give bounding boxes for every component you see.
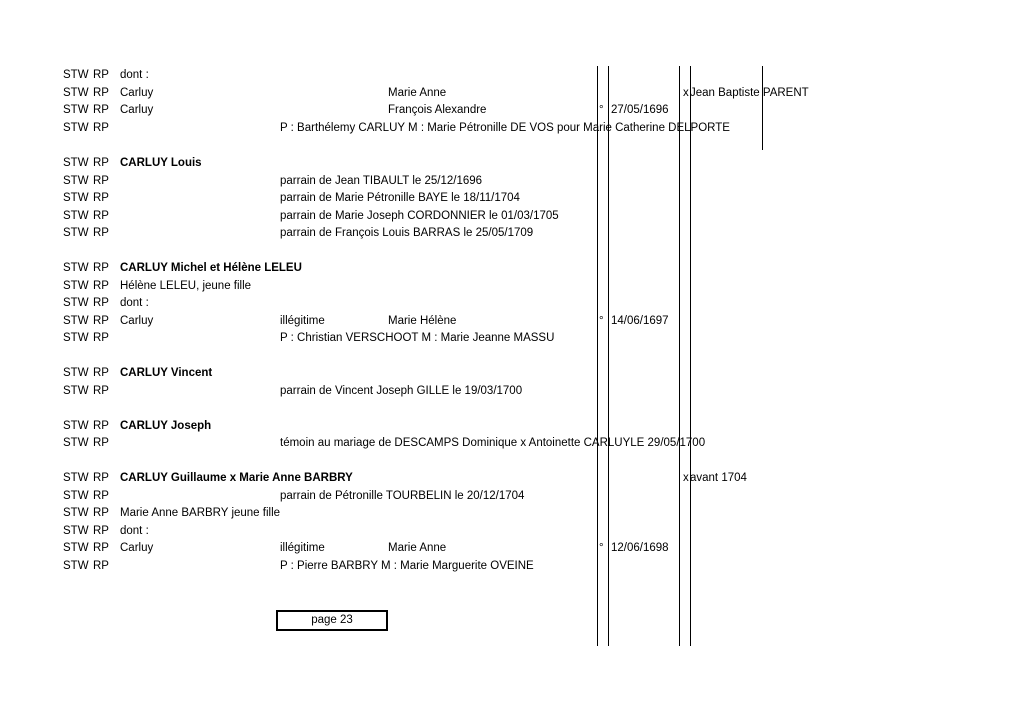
- cell-src: STW: [63, 507, 89, 519]
- cell-src: STW: [63, 175, 89, 187]
- cell-src: STW: [63, 192, 89, 204]
- cell-name: CARLUY Michel et Hélène LELEU: [120, 262, 302, 274]
- cell-mid: P : Christian VERSCHOOT M : Marie Jeanne MASSU: [280, 332, 555, 344]
- register-row: [0, 225, 1024, 241]
- cell-mid: illégitime: [280, 315, 325, 327]
- cell-mid: P : Barthélemy CARLUY M : Marie Pétronille DE VOS pour Marie Catherine DELPORTE: [280, 122, 730, 134]
- cell-rp: RP: [93, 175, 109, 187]
- cell-src: STW: [63, 210, 89, 222]
- cell-rp: RP: [93, 367, 109, 379]
- cell-src: STW: [63, 122, 89, 134]
- cell-mid: parrain de François Louis BARRAS le 25/05/1709: [280, 227, 534, 239]
- cell-src: STW: [63, 157, 89, 169]
- register-row: [0, 120, 1024, 136]
- cell-xval: avant 1704: [690, 472, 747, 484]
- cell-name: dont :: [120, 297, 149, 309]
- register-row: [0, 295, 1024, 311]
- register-row: [0, 67, 1024, 83]
- cell-rp: RP: [93, 87, 109, 99]
- cell-src: STW: [63, 385, 89, 397]
- register-row: [0, 540, 1024, 556]
- register-row: [0, 523, 1024, 539]
- cell-rp: RP: [93, 385, 109, 397]
- cell-rp: RP: [93, 332, 109, 344]
- register-row: [0, 470, 1024, 486]
- cell-src: STW: [63, 332, 89, 344]
- cell-first: Marie Anne: [388, 87, 447, 99]
- register-row: [0, 260, 1024, 276]
- cell-date: 27/05/1696: [611, 104, 669, 116]
- cell-src: STW: [63, 315, 89, 327]
- cell-src: STW: [63, 87, 89, 99]
- cell-rp: RP: [93, 507, 109, 519]
- cell-rp: RP: [93, 297, 109, 309]
- register-row: [0, 85, 1024, 101]
- cell-src: STW: [63, 297, 89, 309]
- page-number-box: [276, 610, 388, 631]
- cell-name: CARLUY Joseph: [120, 420, 212, 432]
- cell-src: STW: [63, 525, 89, 537]
- page-number: page 23: [311, 614, 353, 626]
- cell-rp: RP: [93, 122, 109, 134]
- cell-rp: RP: [93, 560, 109, 572]
- cell-xval: Jean Baptiste PARENT: [690, 87, 809, 99]
- cell-name: Marie Anne BARBRY jeune fille: [120, 507, 281, 519]
- cell-src: STW: [63, 437, 89, 449]
- cell-src: STW: [63, 227, 89, 239]
- cell-date: 14/06/1697: [611, 315, 669, 327]
- cell-rp: RP: [93, 420, 109, 432]
- cell-src: STW: [63, 262, 89, 274]
- register-row: [0, 313, 1024, 329]
- cell-mid: parrain de Marie Pétronille BAYE le 18/11/1704: [280, 192, 520, 204]
- cell-mid: P : Pierre BARBRY M : Marie Marguerite OVEINE: [280, 560, 534, 572]
- cell-name: Hélène LELEU, jeune fille: [120, 280, 252, 292]
- cell-rp: RP: [93, 525, 109, 537]
- cell-name: dont :: [120, 69, 149, 81]
- cell-mid: parrain de Jean TIBAULT le 25/12/1696: [280, 175, 483, 187]
- cell-first: François Alexandre: [388, 104, 487, 116]
- cell-first: Marie Anne: [388, 542, 447, 554]
- cell-src: STW: [63, 560, 89, 572]
- cell-rp: RP: [93, 192, 109, 204]
- cell-src: STW: [63, 472, 89, 484]
- register-row: [0, 488, 1024, 504]
- cell-name: CARLUY Guillaume x Marie Anne BARBRY: [120, 472, 353, 484]
- cell-x: x: [683, 472, 689, 484]
- cell-src: STW: [63, 280, 89, 292]
- cell-name: CARLUY Vincent: [120, 367, 213, 379]
- register-row: [0, 278, 1024, 294]
- cell-name: dont :: [120, 525, 149, 537]
- register-row: [0, 190, 1024, 206]
- cell-src: STW: [63, 367, 89, 379]
- cell-rp: RP: [93, 542, 109, 554]
- cell-name: Carluy: [120, 542, 154, 554]
- cell-rp: RP: [93, 69, 109, 81]
- cell-rp: RP: [93, 157, 109, 169]
- cell-rp: RP: [93, 437, 109, 449]
- cell-rp: RP: [93, 315, 109, 327]
- cell-rp: RP: [93, 472, 109, 484]
- cell-name: Carluy: [120, 87, 154, 99]
- cell-deg: °: [599, 104, 604, 116]
- cell-deg: °: [599, 542, 604, 554]
- cell-rp: RP: [93, 490, 109, 502]
- cell-mid: illégitime: [280, 542, 325, 554]
- cell-name: Carluy: [120, 315, 154, 327]
- register-row: [0, 435, 1024, 451]
- cell-src: STW: [63, 69, 89, 81]
- cell-mid: parrain de Vincent Joseph GILLE le 19/03/1700: [280, 385, 523, 397]
- register-row: [0, 383, 1024, 399]
- cell-mid: témoin au mariage de DESCAMPS Dominique x Antoinette CARLUYLE 29/05/1700: [280, 437, 706, 449]
- cell-deg: °: [599, 315, 604, 327]
- register-row: [0, 208, 1024, 224]
- register-row: [0, 558, 1024, 574]
- register-row: [0, 102, 1024, 118]
- register-row: [0, 505, 1024, 521]
- cell-name: Carluy: [120, 104, 154, 116]
- cell-mid: parrain de Marie Joseph CORDONNIER le 01/03/1705: [280, 210, 559, 222]
- cell-src: STW: [63, 420, 89, 432]
- cell-rp: RP: [93, 262, 109, 274]
- cell-rp: RP: [93, 280, 109, 292]
- cell-rp: RP: [93, 104, 109, 116]
- cell-src: STW: [63, 490, 89, 502]
- cell-src: STW: [63, 542, 89, 554]
- register-row: [0, 330, 1024, 346]
- cell-src: STW: [63, 104, 89, 116]
- register-row: [0, 155, 1024, 171]
- register-row: [0, 365, 1024, 381]
- cell-date: 12/06/1698: [611, 542, 669, 554]
- register-row: [0, 418, 1024, 434]
- cell-x: x: [683, 87, 689, 99]
- cell-first: Marie Hélène: [388, 315, 457, 327]
- register-row: [0, 173, 1024, 189]
- cell-rp: RP: [93, 210, 109, 222]
- cell-mid: parrain de Pétronille TOURBELIN le 20/12/1704: [280, 490, 525, 502]
- cell-rp: RP: [93, 227, 109, 239]
- cell-name: CARLUY Louis: [120, 157, 202, 169]
